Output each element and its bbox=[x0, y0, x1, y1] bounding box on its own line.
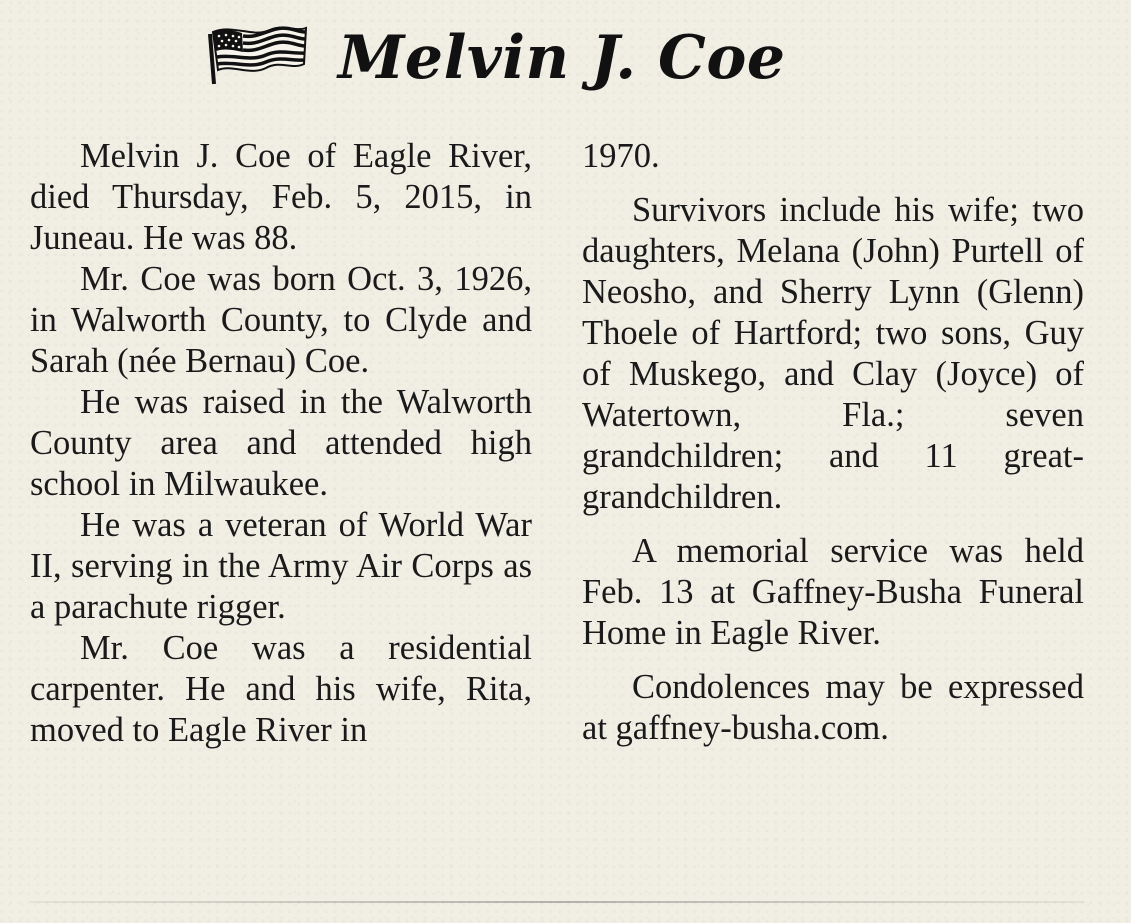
paragraph-career: Mr. Coe was a residential carpenter. He and his wife, Rita, moved to Eagle River in bbox=[30, 629, 532, 749]
paragraph-survivors: Survivors include his wife; two daughters, Melana (John) Purtell of Neosho, and Sherry Lynn (Glenn) Thoele of Hartford; two sons, Guy of Muskego, and Clay (Joyce) of Watertown, Fla.; seven grandchildren; and 11 great-grandchildren. bbox=[582, 191, 1084, 516]
paragraph-condolences: Condolences may be expressed at gaffney-busha.com. bbox=[582, 668, 1084, 747]
paragraph-military-service: He was a veteran of World War II, serving in the Army Air Corps as a parachute rigger. bbox=[30, 506, 532, 626]
article-column-left bbox=[30, 136, 532, 751]
paragraph-death-notice: Melvin J. Coe of Eagle River, died Thursday, Feb. 5, 2015, in Juneau. He was 88. bbox=[30, 137, 532, 257]
article-column-right bbox=[582, 136, 1084, 749]
paragraph-memorial-service: A memorial service was held Feb. 13 at Gaffney-Busha Funeral Home in Eagle River. bbox=[582, 532, 1084, 652]
paragraph-birth: Mr. Coe was born Oct. 3, 1926, in Walworth County, to Clyde and Sarah (née Bernau) Coe. bbox=[30, 260, 532, 380]
obituary-header bbox=[200, 18, 900, 98]
obituary-title: Melvin J. Coe bbox=[338, 23, 786, 93]
paragraph-upbringing: He was raised in the Walworth County area and attended high school in Milwaukee. bbox=[30, 383, 532, 503]
divider bbox=[30, 901, 1085, 903]
paragraph-career-continued: 1970. bbox=[582, 137, 660, 175]
american-flag-icon bbox=[204, 24, 308, 86]
